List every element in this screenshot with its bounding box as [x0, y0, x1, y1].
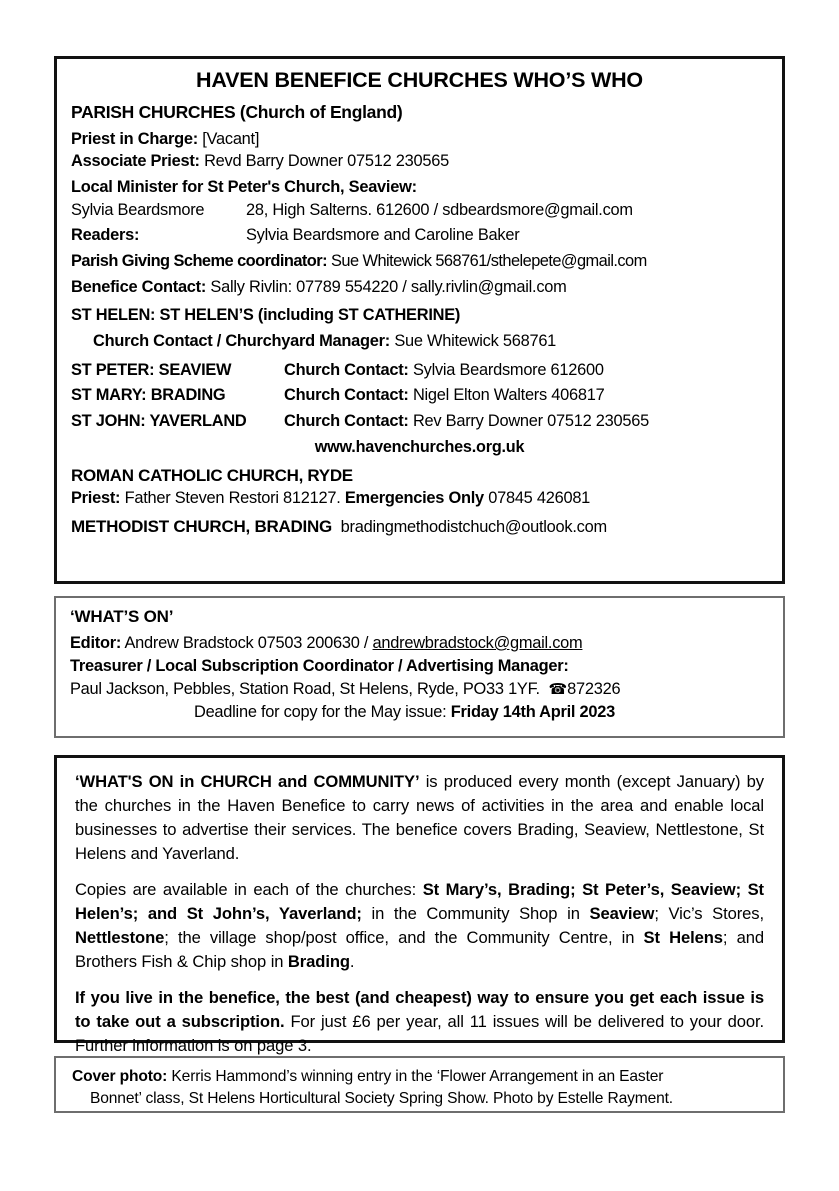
copies-mid-4: ; and Brothers Fish & Chip shop in: [75, 928, 764, 972]
copies-mid-1: in the Community Shop in: [361, 904, 590, 924]
publication-name: ‘WHAT'S ON in CHURCH and COMMUNITY’: [75, 772, 420, 791]
cover-photo-credit-panel: [54, 1056, 785, 1113]
benefice-contact-label: Benefice Contact:: [71, 277, 207, 296]
rc-emergency-label: Emergencies Only: [344, 488, 484, 507]
treasurer-address: Paul Jackson, Pebbles, Station Road, St Helens, Ryde, PO33 1YF.: [70, 679, 540, 698]
st-john-row: [71, 411, 768, 433]
priest-in-charge-label: Priest in Charge:: [71, 129, 198, 148]
st-mary-contact-label: Church Contact:: [284, 386, 409, 405]
readers-label: Readers:: [71, 226, 140, 245]
page-title: HAVEN BENEFICE CHURCHES WHO’S WHO: [196, 68, 643, 92]
editor-label: Editor:: [70, 634, 122, 652]
local-minister-heading-text: Local Minister for St Peter's Church, Seaview:: [71, 178, 417, 197]
cover-photo-label: Cover photo:: [72, 1068, 168, 1085]
readers-row: [71, 225, 768, 247]
rc-emergency-value: 07845 426081: [488, 488, 591, 507]
rc-priest-label: Priest:: [71, 488, 121, 507]
st-helen-contact-row: [71, 331, 768, 353]
location-brading: Brading: [287, 952, 350, 972]
rc-priest-value: Father Steven Restori 812127.: [124, 488, 341, 507]
priest-in-charge-value: [Vacant]: [202, 129, 260, 148]
st-helen-contact-value: Sue Whitewick 568761: [394, 332, 557, 351]
st-mary-row: [71, 385, 768, 407]
local-minister-heading: [71, 177, 768, 199]
st-helen-contact-label: Church Contact / Churchyard Manager:: [93, 332, 390, 351]
parish-churches-heading: PARISH CHURCHES (Church of England): [71, 101, 403, 122]
st-mary-label: ST MARY: BRADING: [71, 386, 226, 405]
subscription-detail: For just £6 per year, all 11 issues will be delivered to your door. Further information is on page 3.: [75, 1012, 764, 1056]
cover-photo-line-2: Bonnet’ class, St Helens Horticultural Society Spring Show. Photo by Estelle Rayment.: [90, 1089, 673, 1107]
parish-giving-scheme-label: Parish Giving Scheme coordinator:: [71, 252, 328, 271]
roles-label: Treasurer / Local Subscription Coordinator / Advertising Manager:: [70, 656, 569, 675]
st-mary-contact-value: Nigel Elton Walters 406817: [412, 386, 605, 405]
st-john-label: ST JOHN: YAVERLAND: [71, 411, 247, 430]
benefice-contact-value: Sally Rivlin: 07789 554220 / sally.rivlin@gmail.com: [210, 277, 567, 296]
benefice-contact-row: [71, 277, 768, 299]
associate-priest-value: Revd Barry Downer 07512 230565: [204, 152, 449, 171]
copies-end: .: [349, 952, 355, 972]
whos-who-panel: [54, 56, 785, 584]
treasurer-address-row: [70, 679, 769, 701]
st-john-contact-label: Church Contact:: [284, 411, 409, 430]
location-seaview: Seaview: [589, 904, 655, 924]
about-paragraph-3: [75, 986, 764, 1058]
st-helen-heading: [71, 305, 768, 327]
st-john-contact-value: Rev Barry Downer 07512 230565: [412, 411, 649, 430]
cover-photo-text-1: Kerris Hammond’s winning entry in the ‘Flower Arrangement in an Easter: [167, 1068, 664, 1085]
st-peter-contact-value: Sylvia Beardsmore 612600: [412, 360, 604, 379]
editor-email-link[interactable]: andrewbradstock@gmail.com: [372, 634, 583, 652]
deadline-prefix: Deadline for copy for the May issue:: [193, 702, 447, 721]
whats-on-panel: [54, 596, 785, 738]
subscription-callout: If you live in the benefice, the best (and cheapest) way to ensure you get each issue is to take out a subscription.: [75, 988, 764, 1032]
methodist-heading: METHODIST CHURCH, BRADING: [71, 517, 333, 537]
roles-row: [70, 656, 769, 678]
churches-list: St Mary’s, Brading; St Peter’s, Seaview; St Helen’s; and St John’s, Yaverland;: [75, 880, 764, 924]
copies-mid-3: ; the village shop/post office, and the Community Centre, in: [164, 928, 644, 948]
about-paragraph-1-rest: is produced every month (except January) by the churches in the Haven Benefice to carry news of activities in the area and enable local businesses to advertise their services. The benefice covers Brading, Seaview, Nettlestone, St Helens and Yaverland.: [75, 772, 764, 864]
treasurer-phone: 872326: [567, 679, 621, 698]
cover-photo-line-1: [72, 1066, 767, 1088]
deadline-date: Friday 14th April 2023: [450, 702, 616, 721]
associate-priest-row: [71, 151, 768, 173]
about-paragraph-1: [75, 770, 764, 866]
parish-giving-scheme-row: [71, 251, 768, 273]
priest-in-charge-row: [71, 129, 768, 151]
roman-catholic-heading: ROMAN CATHOLIC CHURCH, RYDE: [71, 465, 353, 485]
local-minister-name: Sylvia Beardsmore: [71, 200, 205, 219]
associate-priest-label: Associate Priest:: [71, 152, 200, 171]
copies-intro: Copies are available in each of the churches:: [75, 880, 423, 900]
st-peter-label: ST PETER: SEAVIEW: [71, 360, 232, 379]
local-minister-detail: 28, High Salterns. 612600 / sdbeardsmore@gmail.com: [246, 200, 633, 219]
telephone-icon: ☎: [548, 679, 568, 698]
whats-on-title: ‘WHAT’S ON’: [70, 607, 174, 626]
editor-row: [70, 633, 769, 655]
copies-mid-2: ; Vic’s Stores,: [654, 904, 764, 924]
st-helen-heading-text: ST HELEN: ST HELEN’S (including ST CATHERINE): [71, 306, 461, 325]
st-peter-contact-label: Church Contact:: [284, 360, 409, 379]
st-peter-row: [71, 360, 768, 382]
about-publication-panel: [54, 755, 785, 1056]
local-minister-row: [71, 200, 768, 222]
editor-value: Andrew Bradstock 07503 200630 /: [124, 634, 369, 652]
about-paragraph-2: [75, 878, 764, 974]
parish-giving-scheme-value: Sue Whitewick 568761/sthelepete@gmail.com: [331, 252, 647, 271]
readers-value: Sylvia Beardsmore and Caroline Baker: [246, 226, 520, 245]
deadline-row: [70, 702, 769, 724]
location-st-helens: St Helens: [643, 928, 723, 948]
methodist-email: bradingmethodistchuch@outlook.com: [340, 518, 607, 537]
benefice-website-link[interactable]: www.havenchurches.org.uk: [314, 437, 525, 456]
methodist-row: [71, 516, 768, 539]
roman-catholic-priest-row: [71, 488, 768, 510]
location-nettlestone: Nettlestone: [75, 928, 165, 948]
